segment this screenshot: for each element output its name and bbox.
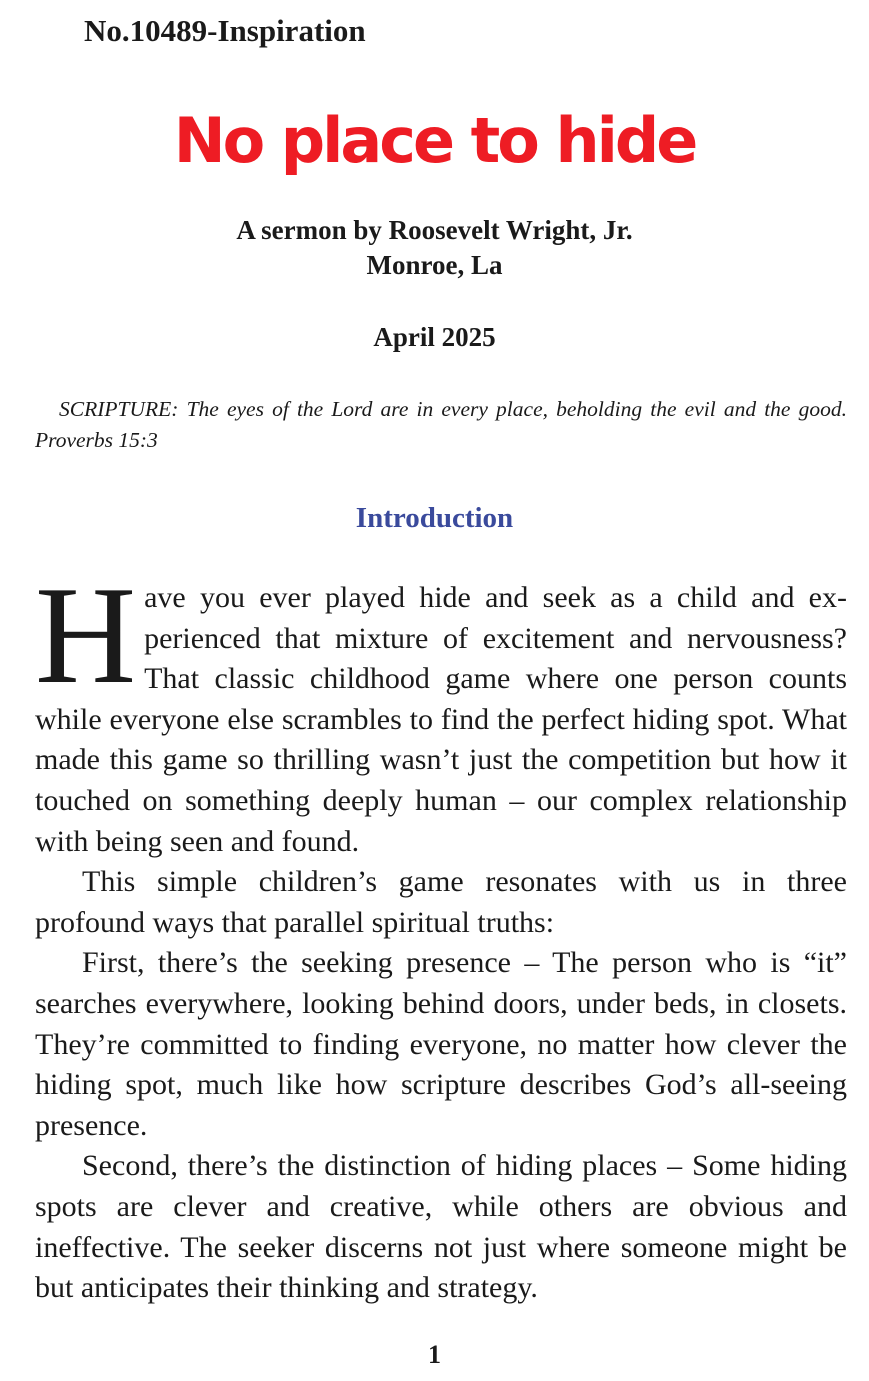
- paragraph-1: [35, 558, 847, 862]
- paragraph-2: This simple children’s game resonates with us in three profound ways that parallel spiritual truths:: [35, 865, 847, 939]
- paragraph-3: First, there’s the seeking presence – The person who is “it” searches everywhere, looking behind doors, under beds, in closets. They’re committed to finding everyone, no matter how clever the hiding spot, much like how scripture describes God’s all-seeing presence.: [35, 946, 847, 1142]
- section-heading-introduction: Introduction: [355, 502, 514, 534]
- paragraph-4: Second, there’s the distinction of hiding places – Some hiding spots are clever and creative, while others are obvious and ineffective. The seeker discerns not just where someone might be but anticipates their thinking and strategy.: [35, 1149, 847, 1305]
- sermon-title: No place to hide: [173, 104, 696, 177]
- sermon-date: April 2025: [373, 322, 496, 352]
- author-line: A sermon by Roosevelt Wright, Jr.: [236, 215, 633, 245]
- body-text: [35, 558, 847, 1309]
- drop-cap: H: [35, 558, 137, 713]
- paragraph-1-text: ave you ever played hide and seek as a child and experienced that mixture of excitement and nervousness? That classic childhood game where one person counts while everyone else scrambles to find the perfect hiding spot. What made this game so thrilling wasn’t just the competition but how it touched on something deeply human – our complex relationship with being seen and found.: [35, 581, 847, 858]
- page-number: 1: [428, 1340, 441, 1369]
- byline: [0, 213, 869, 283]
- document-number: No.10489-Inspiration: [84, 13, 366, 48]
- author-location: Monroe, La: [366, 250, 503, 280]
- scripture-quote: SCRIPTURE: The eyes of the Lord are in every place, beholding the evil and the good. Proverbs 15:3: [35, 397, 847, 452]
